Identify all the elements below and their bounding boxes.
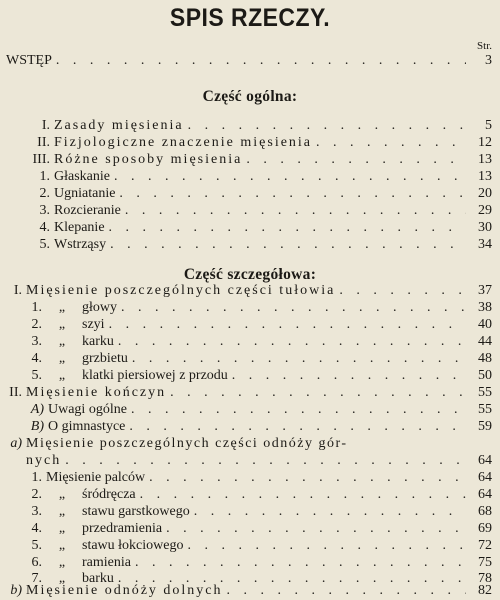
toc-entry: [0, 300, 492, 317]
entry-number: 1.: [31, 470, 42, 485]
dot-leader: [114, 169, 466, 185]
dot-leader: [121, 300, 466, 316]
dot-leader: [339, 283, 466, 299]
page-column-label: Str.: [477, 40, 492, 52]
entry-label: Ugniatanie: [54, 186, 116, 201]
entry-page: 20: [478, 186, 492, 201]
toc-entry: [0, 169, 492, 186]
dot-leader: [194, 504, 466, 520]
entry-label: O gimnastyce: [48, 419, 126, 434]
entry-label: barku: [82, 571, 114, 586]
entry-number: 3.: [31, 504, 42, 519]
section-heading-special: Część szczegółowa:: [183, 266, 317, 283]
entry-number: 4.: [31, 351, 42, 366]
dot-leader: [170, 385, 466, 401]
toc-entry: [0, 583, 492, 600]
entry-number: 5.: [39, 237, 50, 252]
entry-page: 82: [478, 583, 492, 598]
ditto-mark: „: [58, 555, 66, 570]
toc-entry: [0, 402, 492, 419]
dot-leader: [187, 538, 466, 554]
toc-entry: [0, 538, 492, 555]
ditto-mark: „: [58, 368, 66, 383]
dot-leader: [149, 470, 466, 486]
entry-number: 2.: [31, 487, 42, 502]
dot-leader: [232, 368, 466, 384]
dot-leader: [110, 237, 466, 253]
entry-page: 55: [478, 402, 492, 417]
toc-entry: [0, 283, 492, 300]
toc-entry: [0, 385, 492, 402]
dot-leader: [109, 317, 466, 333]
dot-leader: [56, 53, 466, 69]
entry-number: B): [30, 419, 44, 434]
entry-label: grzbietu: [82, 351, 128, 366]
ditto-mark: „: [58, 351, 66, 366]
entry-label: Mięsienie odnóży dolnych: [26, 583, 223, 598]
toc-entry: [0, 135, 492, 152]
entry-number: 5.: [31, 538, 42, 553]
entry-page: 34: [478, 237, 492, 252]
entry-label: stawu łokciowego: [82, 538, 184, 553]
dot-leader: [125, 203, 466, 219]
toc-entry: [0, 186, 492, 203]
ditto-mark: „: [58, 521, 66, 536]
toc-entry: [0, 152, 492, 169]
entry-label: karku: [82, 334, 114, 349]
entry-number: 1.: [31, 300, 42, 315]
entry-page: 5: [485, 118, 492, 133]
toc-entry-intro: [0, 53, 492, 70]
toc-entry: [0, 555, 492, 572]
entry-label: śródręcza: [82, 487, 136, 502]
entry-number: b): [10, 583, 22, 598]
entry-label: Różne sposoby mięsienia: [54, 152, 243, 167]
entry-label: Zasady mięsienia: [54, 118, 184, 133]
dot-leader: [109, 220, 466, 236]
dot-leader: [132, 351, 466, 367]
dot-leader: [188, 118, 466, 134]
ditto-mark: „: [58, 487, 66, 502]
entry-number: II.: [9, 385, 22, 400]
entry-page: 78: [478, 571, 492, 586]
entry-number: II.: [37, 135, 50, 150]
entry-number: 4.: [39, 220, 50, 235]
toc-entry: [0, 220, 492, 237]
entry-page: 64: [478, 470, 492, 485]
toc-entry: [0, 436, 492, 453]
entry-page: 68: [478, 504, 492, 519]
entry-number: 1.: [39, 169, 50, 184]
entry-page: 30: [478, 220, 492, 235]
dot-leader: [119, 186, 466, 202]
entry-page: 64: [478, 453, 492, 468]
entry-label: Mięsienie poszczególnych części tułowia: [26, 283, 336, 298]
entry-label: Rozcieranie: [54, 203, 121, 218]
entry-page: 40: [478, 317, 492, 332]
entry-number: I.: [13, 283, 22, 298]
ditto-mark: „: [58, 317, 66, 332]
dot-leader: [246, 152, 466, 168]
entry-label: Wstrząsy: [54, 237, 107, 252]
entry-page: 48: [478, 351, 492, 366]
entry-number: I.: [41, 118, 50, 133]
entry-label: WSTĘP: [6, 53, 52, 68]
entry-label: Mięsienie kończyn: [26, 385, 167, 400]
entry-page: 75: [478, 555, 492, 570]
entry-number: 3.: [31, 334, 42, 349]
entry-number: a): [10, 436, 22, 451]
toc-entry: [0, 521, 492, 538]
toc-entry: [0, 419, 492, 436]
dot-leader: [65, 453, 466, 469]
entry-number: 7.: [31, 571, 42, 586]
entry-label: Fizjologiczne znaczenie mięsienia: [54, 135, 313, 150]
entry-page: 29: [478, 203, 492, 218]
ditto-mark: „: [58, 334, 66, 349]
entry-label: szyi: [82, 317, 105, 332]
entry-label: przedramienia: [82, 521, 163, 536]
entry-number: 6.: [31, 555, 42, 570]
entry-label: głowy: [82, 300, 117, 315]
entry-number: 5.: [31, 368, 42, 383]
dot-leader: [316, 135, 466, 151]
toc-entry: [0, 368, 492, 385]
entry-page: 37: [478, 283, 492, 298]
entry-page: 38: [478, 300, 492, 315]
toc-entry: [0, 487, 492, 504]
toc-entry: [0, 470, 492, 487]
entry-label: ramienia: [82, 555, 131, 570]
entry-page: 13: [478, 169, 492, 184]
toc-entry: [0, 203, 492, 220]
entry-label: Głaskanie: [54, 169, 110, 184]
entry-number: 2.: [39, 186, 50, 201]
dot-leader: [135, 555, 466, 571]
ditto-mark: „: [58, 300, 66, 315]
entry-number: 4.: [31, 521, 42, 536]
entry-number: 3.: [39, 203, 50, 218]
entry-page: 64: [478, 487, 492, 502]
ditto-mark: „: [58, 571, 66, 586]
page-title: SPIS RZECZY.: [169, 4, 331, 32]
dot-leader: [166, 521, 466, 537]
toc-entry: [0, 453, 492, 470]
entry-label: Klepanie: [54, 220, 105, 235]
entry-page: 44: [478, 334, 492, 349]
entry-number: III.: [32, 152, 50, 167]
entry-label: klatki piersiowej z przodu: [82, 368, 228, 383]
toc-entry: [0, 351, 492, 368]
entry-label: nych: [26, 453, 62, 468]
entry-page: 72: [478, 538, 492, 553]
toc-entry: [0, 317, 492, 334]
ditto-mark: „: [58, 538, 66, 553]
toc-entry: [0, 334, 492, 351]
dot-leader: [131, 402, 466, 418]
entry-page: 55: [478, 385, 492, 400]
entry-page: 12: [478, 135, 492, 150]
entry-page: 50: [478, 368, 492, 383]
entry-label: Uwagi ogólne: [48, 402, 127, 417]
entry-label: Mięsienie palców: [46, 470, 146, 485]
ditto-mark: „: [58, 504, 66, 519]
toc-entry: [0, 237, 492, 254]
entry-page: 59: [478, 419, 492, 434]
entry-page: 13: [478, 152, 492, 167]
dot-leader: [140, 487, 466, 503]
entry-number: A): [30, 402, 44, 417]
toc-entry: [0, 118, 492, 135]
entry-page: 69: [478, 521, 492, 536]
section-heading-general: Część ogólna:: [202, 88, 298, 105]
dot-leader: [227, 583, 466, 599]
entry-page: 3: [485, 53, 492, 68]
dot-leader: [118, 334, 466, 350]
dot-leader: [129, 419, 466, 435]
entry-label: stawu garstkowego: [82, 504, 190, 519]
entry-number: 2.: [31, 317, 42, 332]
entry-label: Mięsienie poszczególnych części odnóży gór-: [26, 436, 348, 451]
toc-entry: [0, 504, 492, 521]
